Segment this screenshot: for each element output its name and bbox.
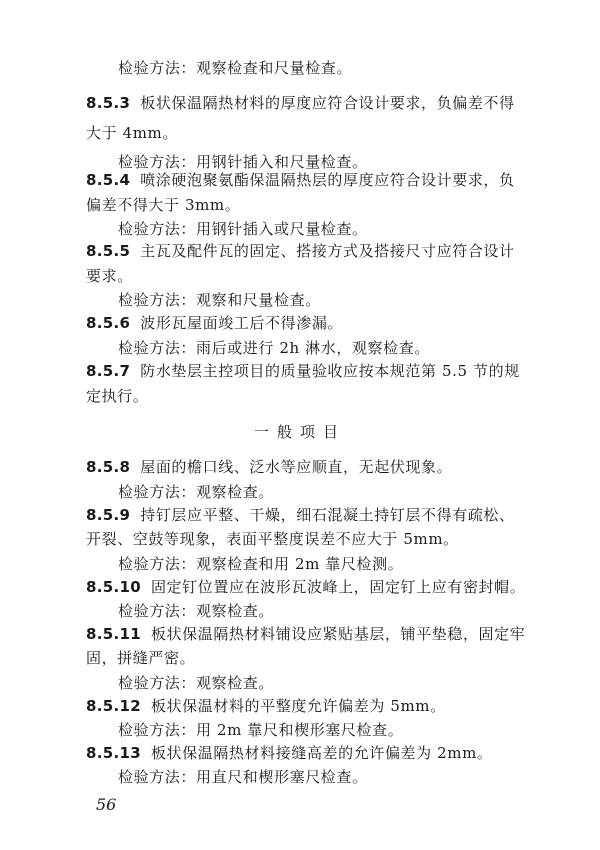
clause-8-5-6 bbox=[86, 313, 566, 333]
clause-8-5-3 bbox=[86, 93, 566, 113]
inspection-method: 检验方法：雨后或进行 2h 淋水，观察检查。 bbox=[118, 339, 430, 357]
clause-number: 8.5.9 bbox=[86, 506, 131, 524]
clause-text: 持钉层应平整、干燥，细石混凝土持钉层不得有疏松、 bbox=[140, 506, 515, 524]
clause-text: 防水垫层主控项目的质量验收应按本规范第 5.5 节的规 bbox=[140, 362, 520, 380]
inspection-method: 检验方法：观察检查。 bbox=[118, 674, 275, 692]
clause-text-continuation: 定执行。 bbox=[86, 387, 149, 405]
inspection-method: 检验方法：用钢针插入和尺量检查。 bbox=[118, 153, 368, 171]
section-heading: 一般项目 bbox=[253, 423, 346, 441]
clause-text: 主瓦及配件瓦的固定、搭接方式及搭接尺寸应符合设计 bbox=[140, 242, 515, 260]
clause-8-5-10 bbox=[86, 577, 566, 597]
clause-text: 固定钉位置应在波形瓦波峰上，固定钉上应有密封帽。 bbox=[150, 578, 526, 596]
clause-text: 板状保温材料的平整度允许偏差为 5mm。 bbox=[150, 697, 446, 715]
clause-text: 喷涂硬泡聚氨酯保温隔热层的厚度应符合设计要求，负 bbox=[140, 171, 515, 189]
clause-text-continuation: 开裂、空鼓等现象，表面平整度误差不应大于 5mm。 bbox=[86, 530, 459, 548]
inspection-method: 检验方法：用直尺和楔形塞尺检查。 bbox=[118, 768, 368, 786]
clause-number: 8.5.8 bbox=[86, 458, 131, 476]
clause-text-continuation: 要求。 bbox=[86, 267, 133, 285]
clause-8-5-4 bbox=[86, 170, 566, 190]
clause-text-continuation: 固，拼缝严密。 bbox=[86, 649, 196, 667]
clause-text: 板状保温隔热材料铺设应紧贴基层，铺平垫稳，固定牢 bbox=[150, 625, 526, 643]
clause-number: 8.5.7 bbox=[86, 362, 131, 380]
clause-text-continuation: 大于 4mm。 bbox=[86, 124, 178, 142]
clause-text: 波形瓦屋面竣工后不得渗漏。 bbox=[140, 314, 344, 332]
clause-number: 8.5.4 bbox=[86, 171, 131, 189]
clause-number: 8.5.6 bbox=[86, 314, 131, 332]
inspection-method: 检验方法：观察检查。 bbox=[118, 483, 275, 501]
inspection-method: 检验方法：观察和尺量检查。 bbox=[118, 291, 321, 309]
inspection-method: 检验方法：观察检查和用 2m 靠尺检测。 bbox=[118, 555, 404, 573]
clause-number: 8.5.10 bbox=[86, 578, 141, 596]
page-number: 56 bbox=[96, 795, 117, 814]
inspection-method: 检验方法：观察检查。 bbox=[118, 602, 275, 620]
clause-8-5-8 bbox=[86, 457, 566, 477]
clause-8-5-9 bbox=[86, 505, 566, 525]
clause-number: 8.5.5 bbox=[86, 242, 131, 260]
inspection-method: 检验方法：用 2m 靠尺和楔形塞尺检查。 bbox=[118, 721, 404, 739]
clause-8-5-5 bbox=[86, 241, 566, 261]
clause-number: 8.5.3 bbox=[86, 94, 131, 112]
inspection-method: 检验方法：观察检查和尺量检查。 bbox=[118, 59, 353, 77]
clause-number: 8.5.11 bbox=[86, 625, 141, 643]
clause-8-5-12 bbox=[86, 696, 566, 716]
clause-text-continuation: 偏差不得大于 3mm。 bbox=[86, 196, 241, 214]
clause-8-5-7 bbox=[86, 361, 566, 381]
clause-number: 8.5.13 bbox=[86, 744, 141, 762]
clause-text: 板状保温隔热材料的厚度应符合设计要求，负偏差不得 bbox=[140, 94, 515, 112]
clause-8-5-11 bbox=[86, 624, 566, 644]
inspection-method: 检验方法：用钢针插入或尺量检查。 bbox=[118, 220, 368, 238]
clause-text: 屋面的檐口线、泛水等应顺直，无起伏现象。 bbox=[140, 458, 453, 476]
clause-number: 8.5.12 bbox=[86, 697, 141, 715]
clause-text: 板状保温隔热材料接缝高差的允许偏差为 2mm。 bbox=[150, 744, 493, 762]
clause-8-5-13 bbox=[86, 743, 566, 763]
